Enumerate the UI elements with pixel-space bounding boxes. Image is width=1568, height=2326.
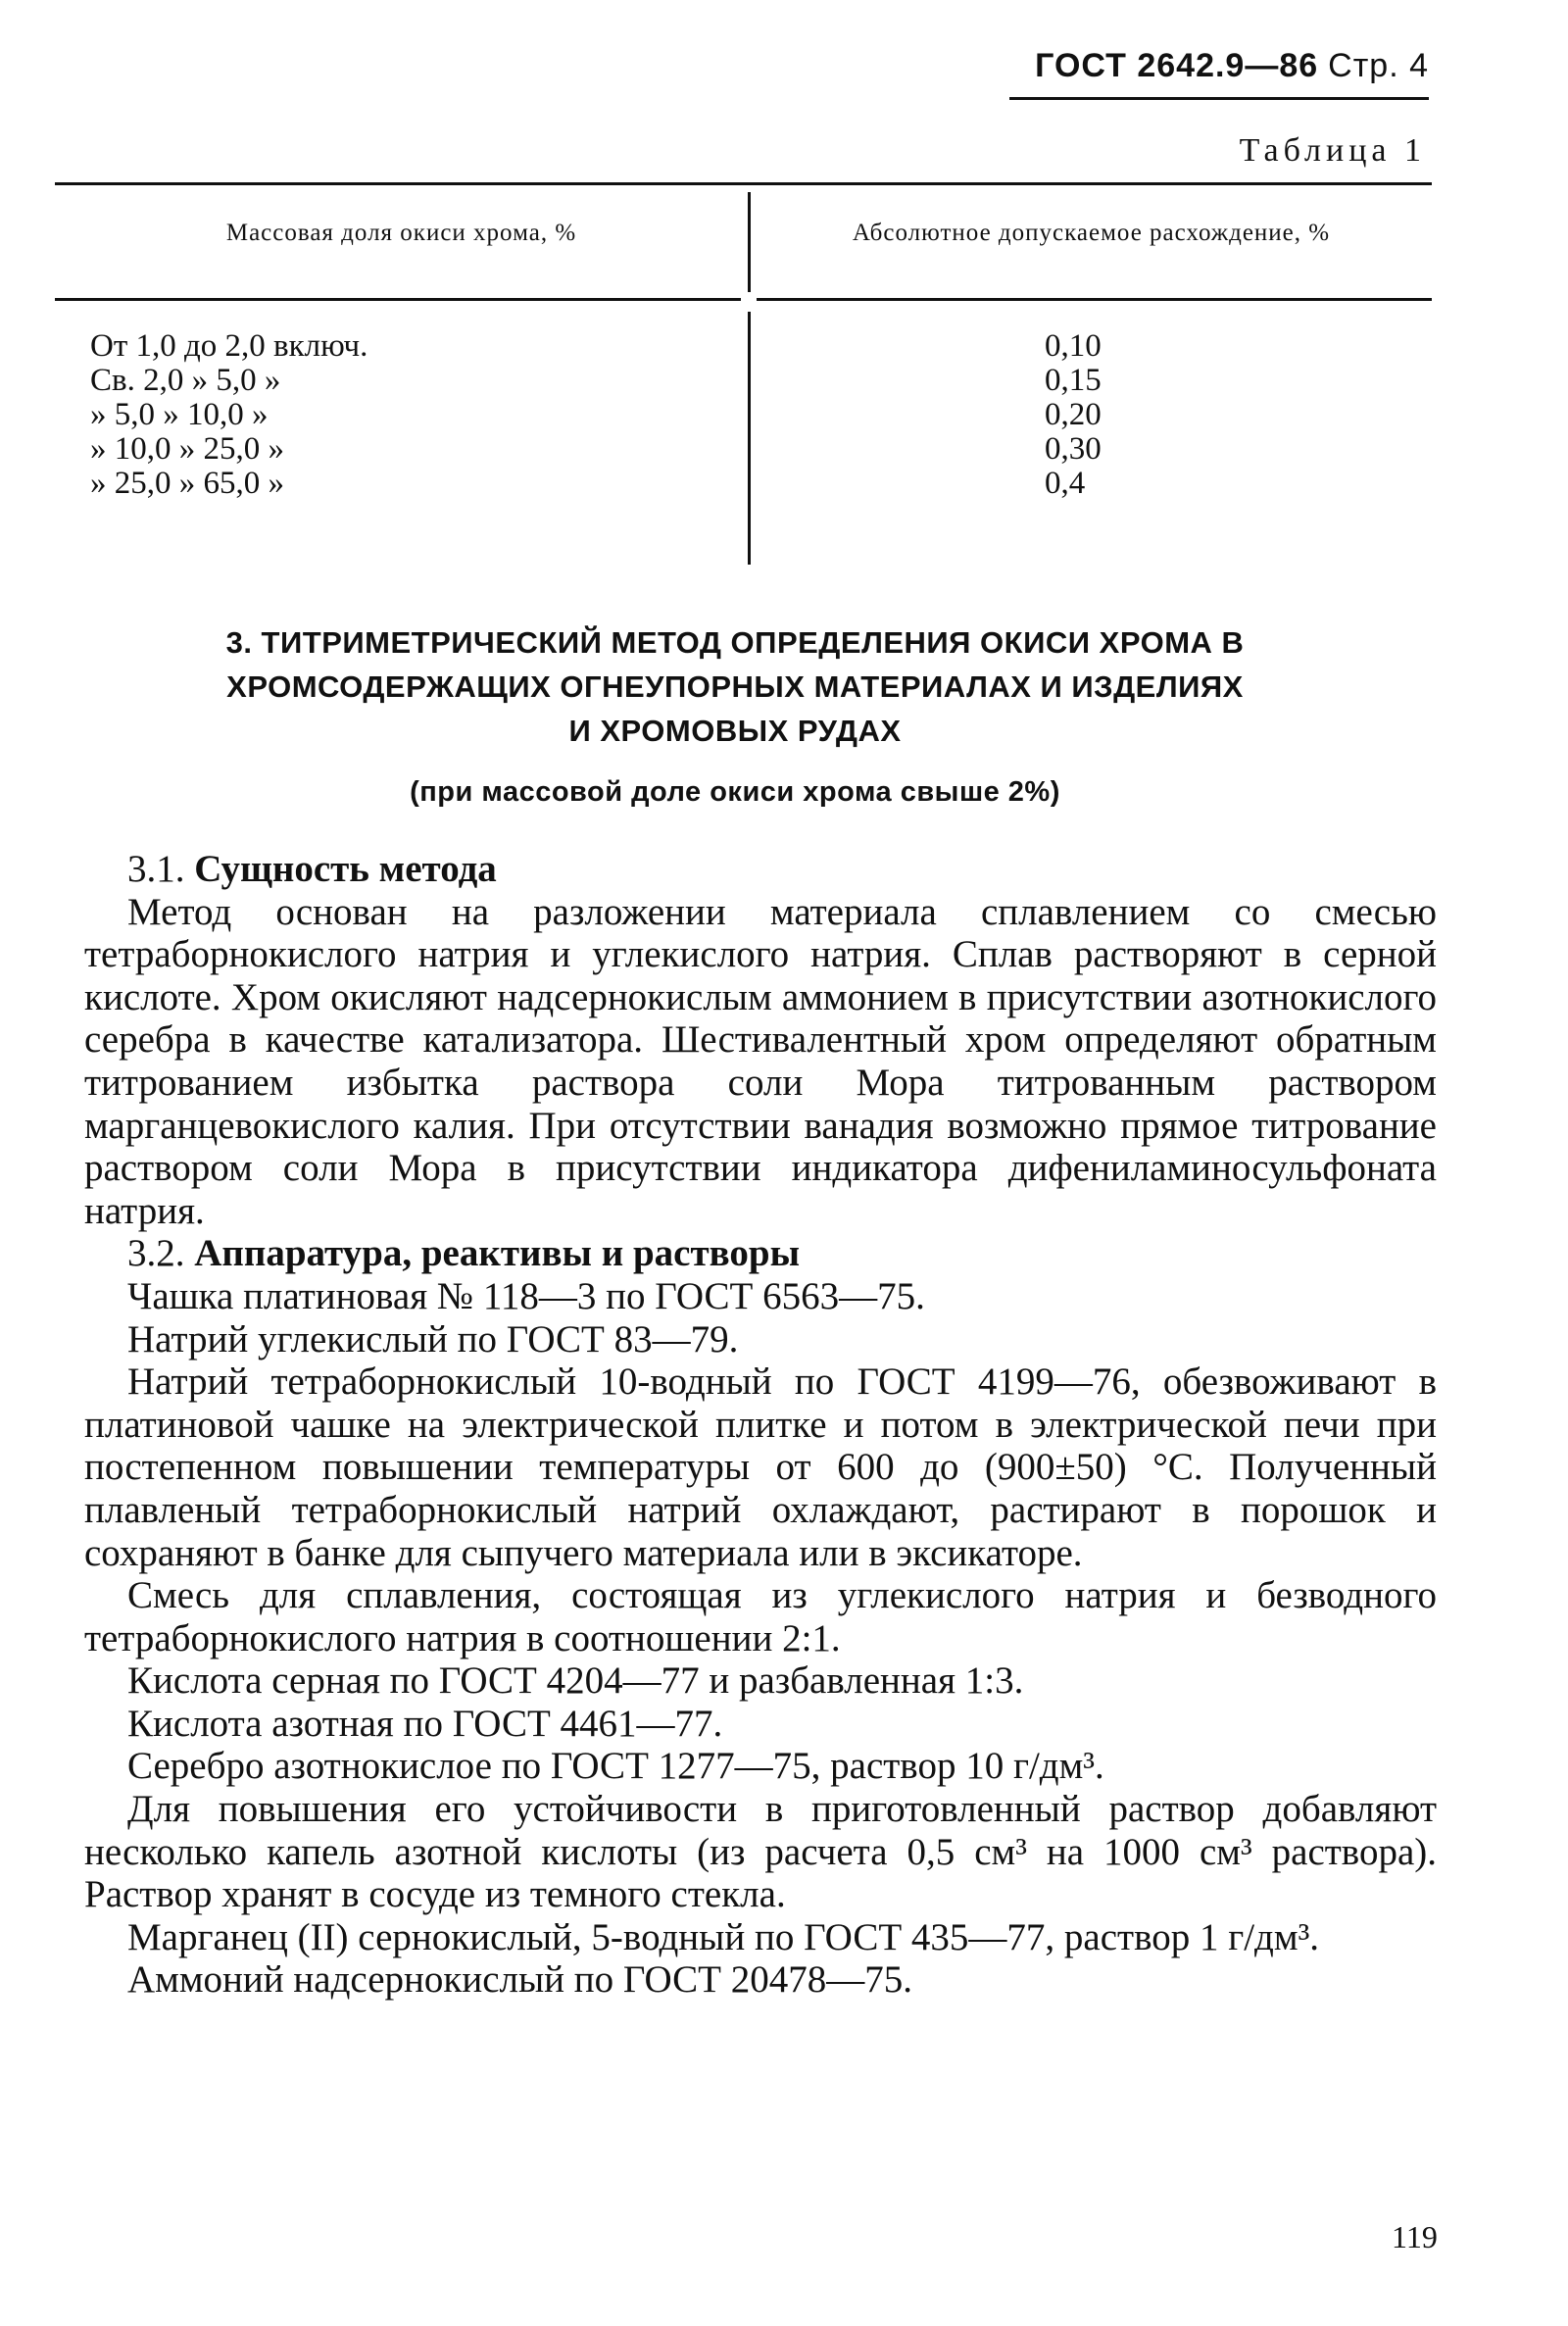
- section-title-line: 3. ТИТРИМЕТРИЧЕСКИЙ МЕТОД ОПРЕДЕЛЕНИЯ ОКИСИ ХРОМА В: [225, 625, 1245, 660]
- paragraph: Серебро азотнокислое по ГОСТ 1277—75, раствор 10 г/дм³.: [127, 1745, 1104, 1788]
- subsection-title: Сущность метода: [194, 848, 497, 890]
- table-cell: » 10,0 » 25,0 »: [90, 431, 284, 467]
- table-cell: » 25,0 » 65,0 »: [90, 466, 284, 501]
- paragraph: Для повышения его устойчивости в приготовленный раствор добавляют несколько капель азотной кислоты (из расчета 0,5 см³ на 1000 см³ раствора). Раствор хранят в сосуде из темного стекла.: [84, 1788, 1437, 1916]
- paragraph: Марганец (II) сернокислый, 5-водный по ГОСТ 435—77, раствор 1 г/дм³.: [127, 1915, 1320, 1958]
- table-column-divider: [748, 192, 751, 565]
- table-column-range: [90, 329, 368, 501]
- table-cell: 0,10: [1045, 328, 1102, 364]
- paragraph: Чашка платиновая № 118—3 по ГОСТ 6563—75.: [127, 1274, 925, 1317]
- table-cell: 0,15: [1045, 363, 1102, 398]
- paragraph: Натрий углекислый по ГОСТ 83—79.: [127, 1317, 739, 1361]
- table-cell: Св. 2,0 » 5,0 »: [90, 363, 281, 398]
- table-header-tolerance: Абсолютное допускаемое расхождение, %: [852, 220, 1331, 246]
- body-text: [84, 848, 1437, 2002]
- paragraph: Кислота серная по ГОСТ 4204—77 и разбавленная 1:3.: [127, 1659, 1024, 1703]
- table-cell: 0,30: [1045, 431, 1102, 467]
- table-cell: » 5,0 » 10,0 »: [90, 397, 269, 432]
- table-cell: От 1,0 до 2,0 включ.: [90, 328, 368, 364]
- subsection-number: 3.2.: [127, 1232, 185, 1275]
- table-cell: 0,4: [1045, 466, 1086, 501]
- section-heading: [157, 620, 1313, 815]
- table-cell: 0,20: [1045, 397, 1102, 432]
- paragraph: Смесь для сплавления, состоящая из углекислого натрия и безводного тетраборнокислого натрия в соотношении 2:1.: [84, 1574, 1437, 1659]
- paragraph: Натрий тетраборнокислый 10-водный по ГОСТ 4199—76, обезвоживают в платиновой чашке на электрической плитке и потом в электрической печи при постепенном повышении температуры от 600 до (900±50) °С. Полученный плавленый тетраборнокислый натрий охлаждают, растирают в порошок и сохраняют в банке для сыпучего материала или в эксикаторе.: [84, 1361, 1437, 1574]
- page-number: 119: [1392, 2219, 1438, 2254]
- table-top-rule: [55, 182, 1432, 185]
- doc-code: ГОСТ 2642.9—86: [1035, 47, 1319, 84]
- table-header-mass-fraction: Массовая доля окиси хрома, %: [225, 220, 577, 246]
- subsection-number: 3.1.: [127, 848, 185, 890]
- page-header: [1009, 47, 1429, 100]
- section-title-line: ХРОМСОДЕРЖАЩИХ ОГНЕУПОРНЫХ МАТЕРИАЛАХ И ИЗДЕЛИЯХ: [226, 669, 1244, 704]
- section-subtitle: (при массовой доле окиси хрома свыше 2%): [410, 776, 1060, 808]
- paragraph: Метод основан на разложении материала сплавлением со смесью тетраборнокислого натрия и углекислого натрия. Сплав растворяют в серной кислоте. Хром окисляют надсернокислым аммонием в присутствии азотнокислого серебра в качестве катализатора. Шестивалентный хром определяют обратным титрованием избытка раствора соли Мора титрованным раствором марганцевокислого калия. При отсутствии ванадия возможно прямое титрование раствором соли Мора в присутствии индикатора дифениламиносульфоната натрия.: [84, 890, 1437, 1232]
- subsection-heading: [84, 848, 1437, 891]
- paragraph: Кислота азотная по ГОСТ 4461—77.: [127, 1702, 723, 1745]
- table-column-value: [1045, 329, 1102, 501]
- page-label: Стр. 4: [1328, 47, 1429, 84]
- table-caption: Таблица 1: [1239, 132, 1426, 169]
- subsection-title: Аппаратура, реактивы и растворы: [194, 1232, 801, 1275]
- section-title-line: И ХРОМОВЫХ РУДАХ: [568, 714, 902, 748]
- paragraph: Аммоний надсернокислый по ГОСТ 20478—75.: [127, 1958, 912, 2002]
- subsection-heading: [84, 1232, 1437, 1275]
- table-1: [55, 182, 1432, 574]
